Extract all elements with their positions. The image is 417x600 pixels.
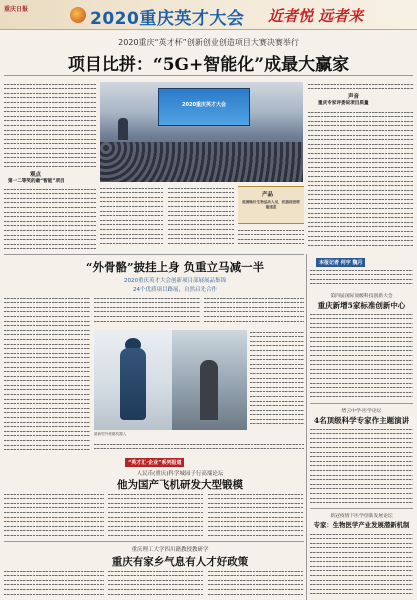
visitor-figure: [200, 360, 218, 420]
speaker-figure: [118, 118, 128, 140]
right-col-body-2: [310, 427, 413, 505]
story-three-body-col-3: [208, 492, 304, 540]
lead-body-col-3: [168, 186, 234, 250]
story-two-body-col-4: [250, 330, 304, 430]
divider: [4, 541, 304, 542]
lead-kicker: 2020重庆“英才杯”创新创业创造项目大赛决赛举行: [118, 38, 299, 47]
stage-screen: [158, 88, 250, 126]
story-three-headline: 他为国产飞机研发大型锻模: [117, 479, 243, 491]
story-four-body-col-2: [108, 569, 204, 599]
event-stage-photo: [100, 82, 303, 182]
robot-body: [120, 348, 146, 420]
paper-name: 重庆日报: [4, 6, 29, 13]
lead-body-col-1: [4, 82, 96, 170]
right-col-body-1: [310, 312, 413, 400]
right-item-1-headline: 重庆新增5家标准创新中心: [317, 301, 406, 310]
lead-body-col-3b: [238, 228, 304, 250]
divider: [310, 403, 413, 404]
series-banner: “英才汇·企业”系列报道: [125, 458, 184, 467]
event-slogan: 近者悦 远者来: [268, 7, 364, 25]
story-two-photo-caption: 最新型外骨骼机器人: [94, 432, 127, 436]
page-banner: [0, 0, 417, 30]
story-two-body-col-1: [4, 296, 90, 454]
right-item-3-kicker: 新冠疫情下医学创新发展论坛: [330, 514, 393, 519]
story-two-body-bottom: [94, 442, 304, 454]
right-col-body-0: [310, 268, 413, 290]
divider: [310, 508, 413, 509]
story-two-headline: “外骨骼”披挂上身 负重立马减一半: [85, 260, 265, 274]
sidebar-left-title: 观点: [30, 172, 42, 178]
exhibition-photo: [172, 330, 247, 430]
divider: [4, 75, 413, 76]
right-item-3-headline: 专家：生物医学产业发展潜新机制: [313, 521, 410, 529]
right-column-date-tag: 本报记者 何宇 魏月: [316, 258, 365, 267]
story-four-body-col-3: [208, 569, 304, 599]
story-two-body-col-3: [204, 296, 304, 328]
product-box-subtitle: 能测轴针生物运动人员，机器视觉增量速度: [242, 200, 300, 209]
story-three-body-col-1: [4, 492, 104, 540]
story-three-body-col-2: [108, 492, 204, 540]
event-title: 2020重庆英才大会: [90, 9, 245, 29]
sidebar-right-subtitle: 重庆专家评委说项目质量: [318, 101, 369, 106]
sidebar-right-title: 声音: [348, 94, 360, 100]
story-four-body-col-1: [4, 569, 104, 599]
audience-crowd: [100, 142, 303, 182]
story-four-kicker: 重庆理工大学四川籍教授教研学: [131, 547, 209, 553]
exoskeleton-photo: [94, 330, 172, 430]
lead-body-col-2: [100, 186, 164, 250]
divider: [4, 254, 304, 255]
column-divider: [306, 254, 307, 600]
story-two-body-col-2: [94, 296, 200, 328]
sidebar-left-subtitle: 第一二等奖的最“智能”项目: [8, 179, 65, 184]
right-item-2-kicker: 缙云中学·医学论坛: [341, 409, 382, 414]
lead-body-col-4: [308, 110, 413, 250]
event-logo-icon: [70, 7, 86, 23]
story-two-subhead-1: 2020重庆英才大会创新项目部展展品集锦: [124, 278, 226, 284]
product-box-title: 产品: [262, 192, 274, 198]
lead-body-col-1b: [4, 187, 96, 253]
stage-screen-text: 2020重庆英才大会: [182, 102, 226, 108]
story-two-subhead-2: 24个优质项目路展，自然启先合作: [133, 287, 217, 293]
story-three-kicker: 人民币(重庆)科学城园子行高端论坛: [136, 471, 224, 477]
right-item-2-headline: 4名顶级科学专家作主题演讲: [313, 416, 410, 425]
right-item-1-kicker: 第四届国际顶级科技创新大会: [330, 294, 393, 299]
lead-headline: 项目比拼：“5G+智能化”成最大赢家: [67, 55, 350, 75]
story-four-headline: 重庆有家乡气息有人才好政策: [111, 556, 249, 568]
lead-body-col-4a: [308, 82, 413, 94]
right-col-body-3: [310, 532, 413, 598]
